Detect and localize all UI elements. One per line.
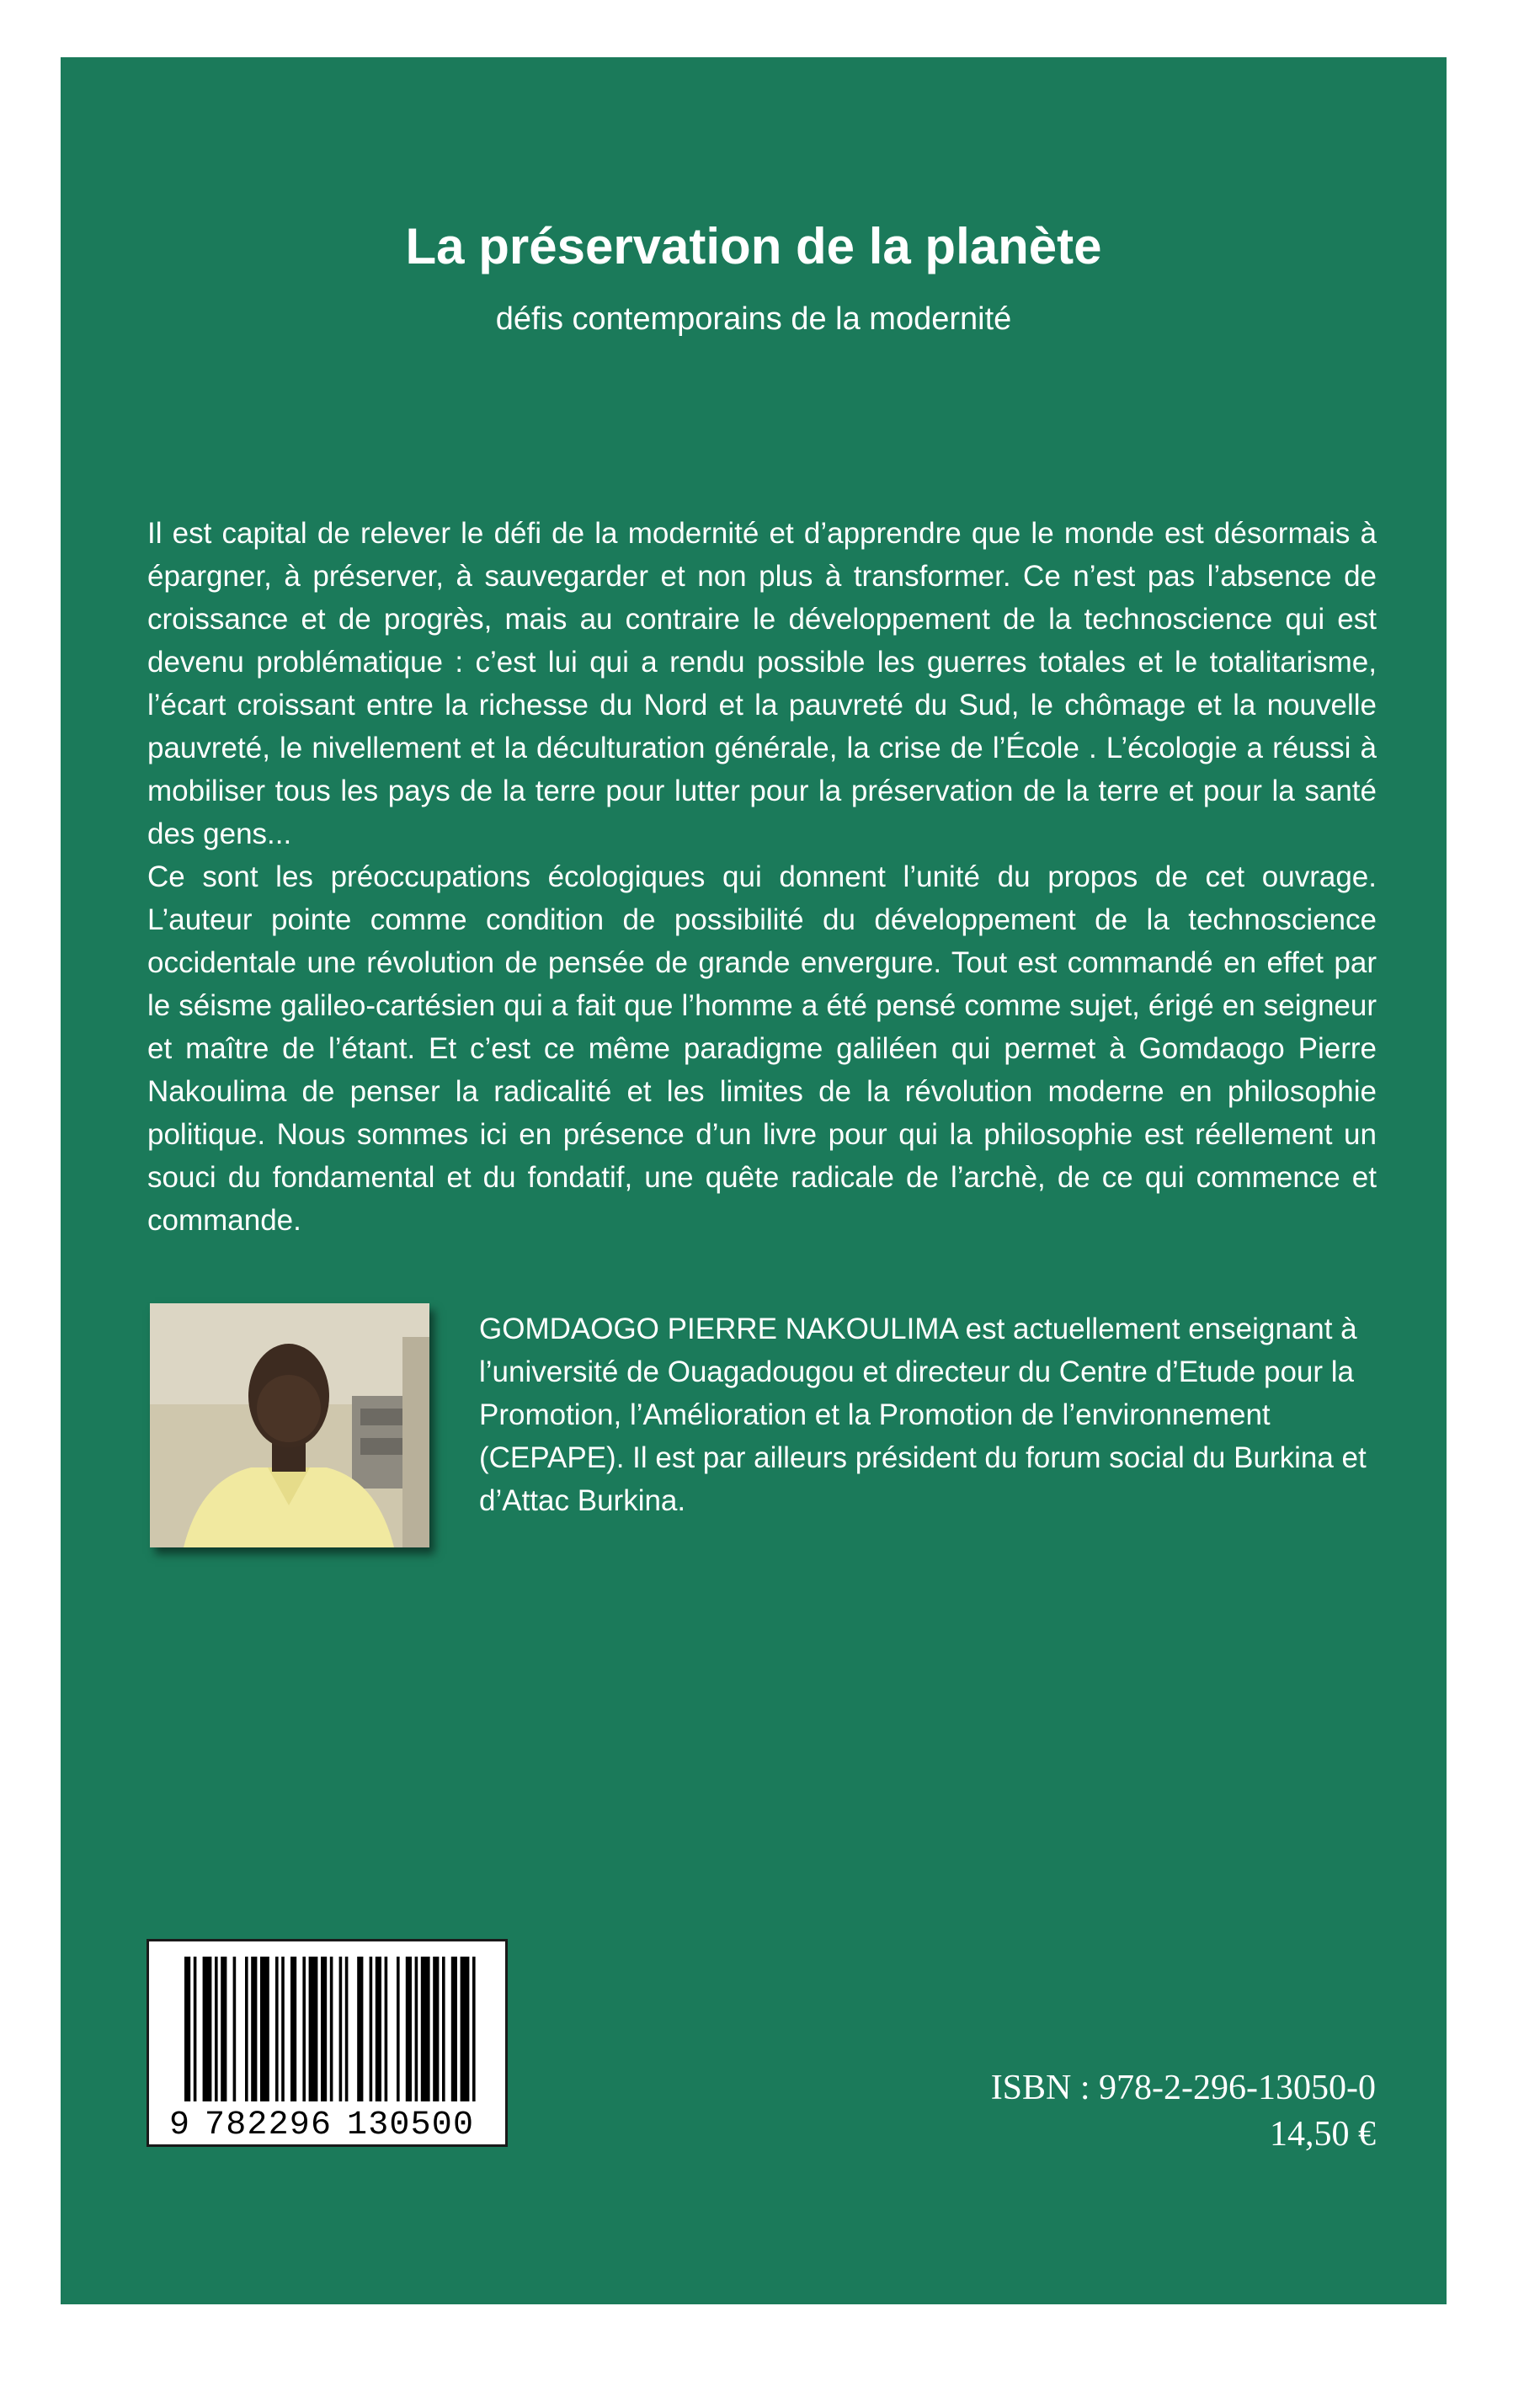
barcode-bar <box>251 1957 257 2101</box>
barcode-bar <box>442 1957 445 2101</box>
barcode-bar <box>275 1957 279 2101</box>
barcode-bar <box>406 1957 412 2101</box>
barcode-bar <box>385 1957 388 2101</box>
author-portrait-icon <box>150 1303 429 1547</box>
barcode-bar <box>370 1957 373 2101</box>
barcode-bar <box>203 1957 212 2101</box>
barcode-bar <box>415 1957 418 2101</box>
barcode-bar <box>194 1957 197 2101</box>
barcode-bar <box>345 1957 349 2101</box>
barcode-bar <box>433 1957 439 2101</box>
author-photo <box>150 1303 429 1547</box>
barcode <box>147 1939 508 2147</box>
barcode-bar <box>461 1957 470 2101</box>
barcode-bar <box>421 1957 430 2101</box>
barcode-bar <box>321 1957 327 2101</box>
barcode-bar <box>376 1957 381 2101</box>
barcode-bar <box>260 1957 269 2101</box>
barcode-bar <box>233 1957 237 2101</box>
book-subtitle: défis contemporains de la modernité <box>495 301 1012 337</box>
barcode-bar <box>330 1957 333 2101</box>
blurb-paragraph-1: Il est capital de relever le défi de la modernité et d’apprendre que le monde est désormais à épargner, à préserver, à sauvegarder et non plus à transformer. Ce n’est pas l’absence de croissance et de progrès, mais au contraire le développement de la technoscience qui est devenu problématique : c’est lui qui a rendu possible les guerres totales et le totalitarisme, l’écart croissant entre la richesse du Nord et la pauvreté du Sud, le chômage et la nouvelle pauvreté, le nivellement et la déculturation générale, la crise de l’École . L’écologie a réussi à mobiliser tous les pays de la terre pour lutter pour la préservation de la terre et pour la santé des gens... <box>147 517 1377 850</box>
barcode-bar <box>302 1957 306 2101</box>
barcode-bar <box>472 1957 476 2101</box>
barcode-bar <box>215 1957 218 2101</box>
barcode-bar <box>184 1957 190 2101</box>
book-title: La préservation de la planète <box>405 218 1102 274</box>
barcode-bar <box>451 1957 457 2101</box>
barcode-digits-group-2: 130500 <box>347 2106 473 2144</box>
barcode-digit-first: 9 <box>169 2106 190 2144</box>
blurb <box>147 512 1377 1242</box>
barcode-bar <box>281 1957 285 2101</box>
barcode-bar <box>309 1957 318 2101</box>
barcode-bar <box>357 1957 363 2101</box>
barcode-bar <box>221 1957 226 2101</box>
barcode-bar <box>397 1957 400 2101</box>
barcode-bar <box>245 1957 248 2101</box>
barcode-digits-group-1: 782296 <box>205 2106 331 2144</box>
barcode-bar <box>339 1957 343 2101</box>
barcode-graphic <box>149 1941 505 2144</box>
back-cover <box>61 57 1447 2304</box>
author-bio: GOMDAOGO PIERRE NAKOULIMA est actuellement enseignant à l’université de Ouagadougou et directeur du Centre d’Etude pour la Promotion, l’Amélioration et la Promotion de l’environnement (CEPAPE). Il est par ailleurs président du forum social du Burkina et d’Attac Burkina. <box>479 1313 1367 1517</box>
price: 14,50 € <box>1270 2115 1376 2154</box>
barcode-bar <box>290 1957 296 2101</box>
isbn: ISBN : 978-2-296-13050-0 <box>990 2069 1376 2107</box>
isbn-price-block <box>991 2065 1376 2158</box>
blurb-paragraph-2: Ce sont les préoccupations écologiques qui donnent l’unité du propos de cet ouvrage. L’auteur pointe comme condition de possibilité du développement de la technoscience occidentale une révolution de pensée de grande envergure. Tout est commandé en effet par le séisme galileo-cartésien qui a fait que l’homme a été pensé comme sujet, érigé en seigneur et maître de l’étant. Et c’est ce même paradigme galiléen qui permet à Gomdaogo Pierre Nakoulima de penser la radicalité et les limites de la révolution moderne en philosophie politique. Nous sommes ici en présence d’un livre pour qui la philosophie est réellement un souci du fondamental et du fondatif, une quête radicale de l’archè, de ce qui commence et commande. <box>147 860 1377 1237</box>
